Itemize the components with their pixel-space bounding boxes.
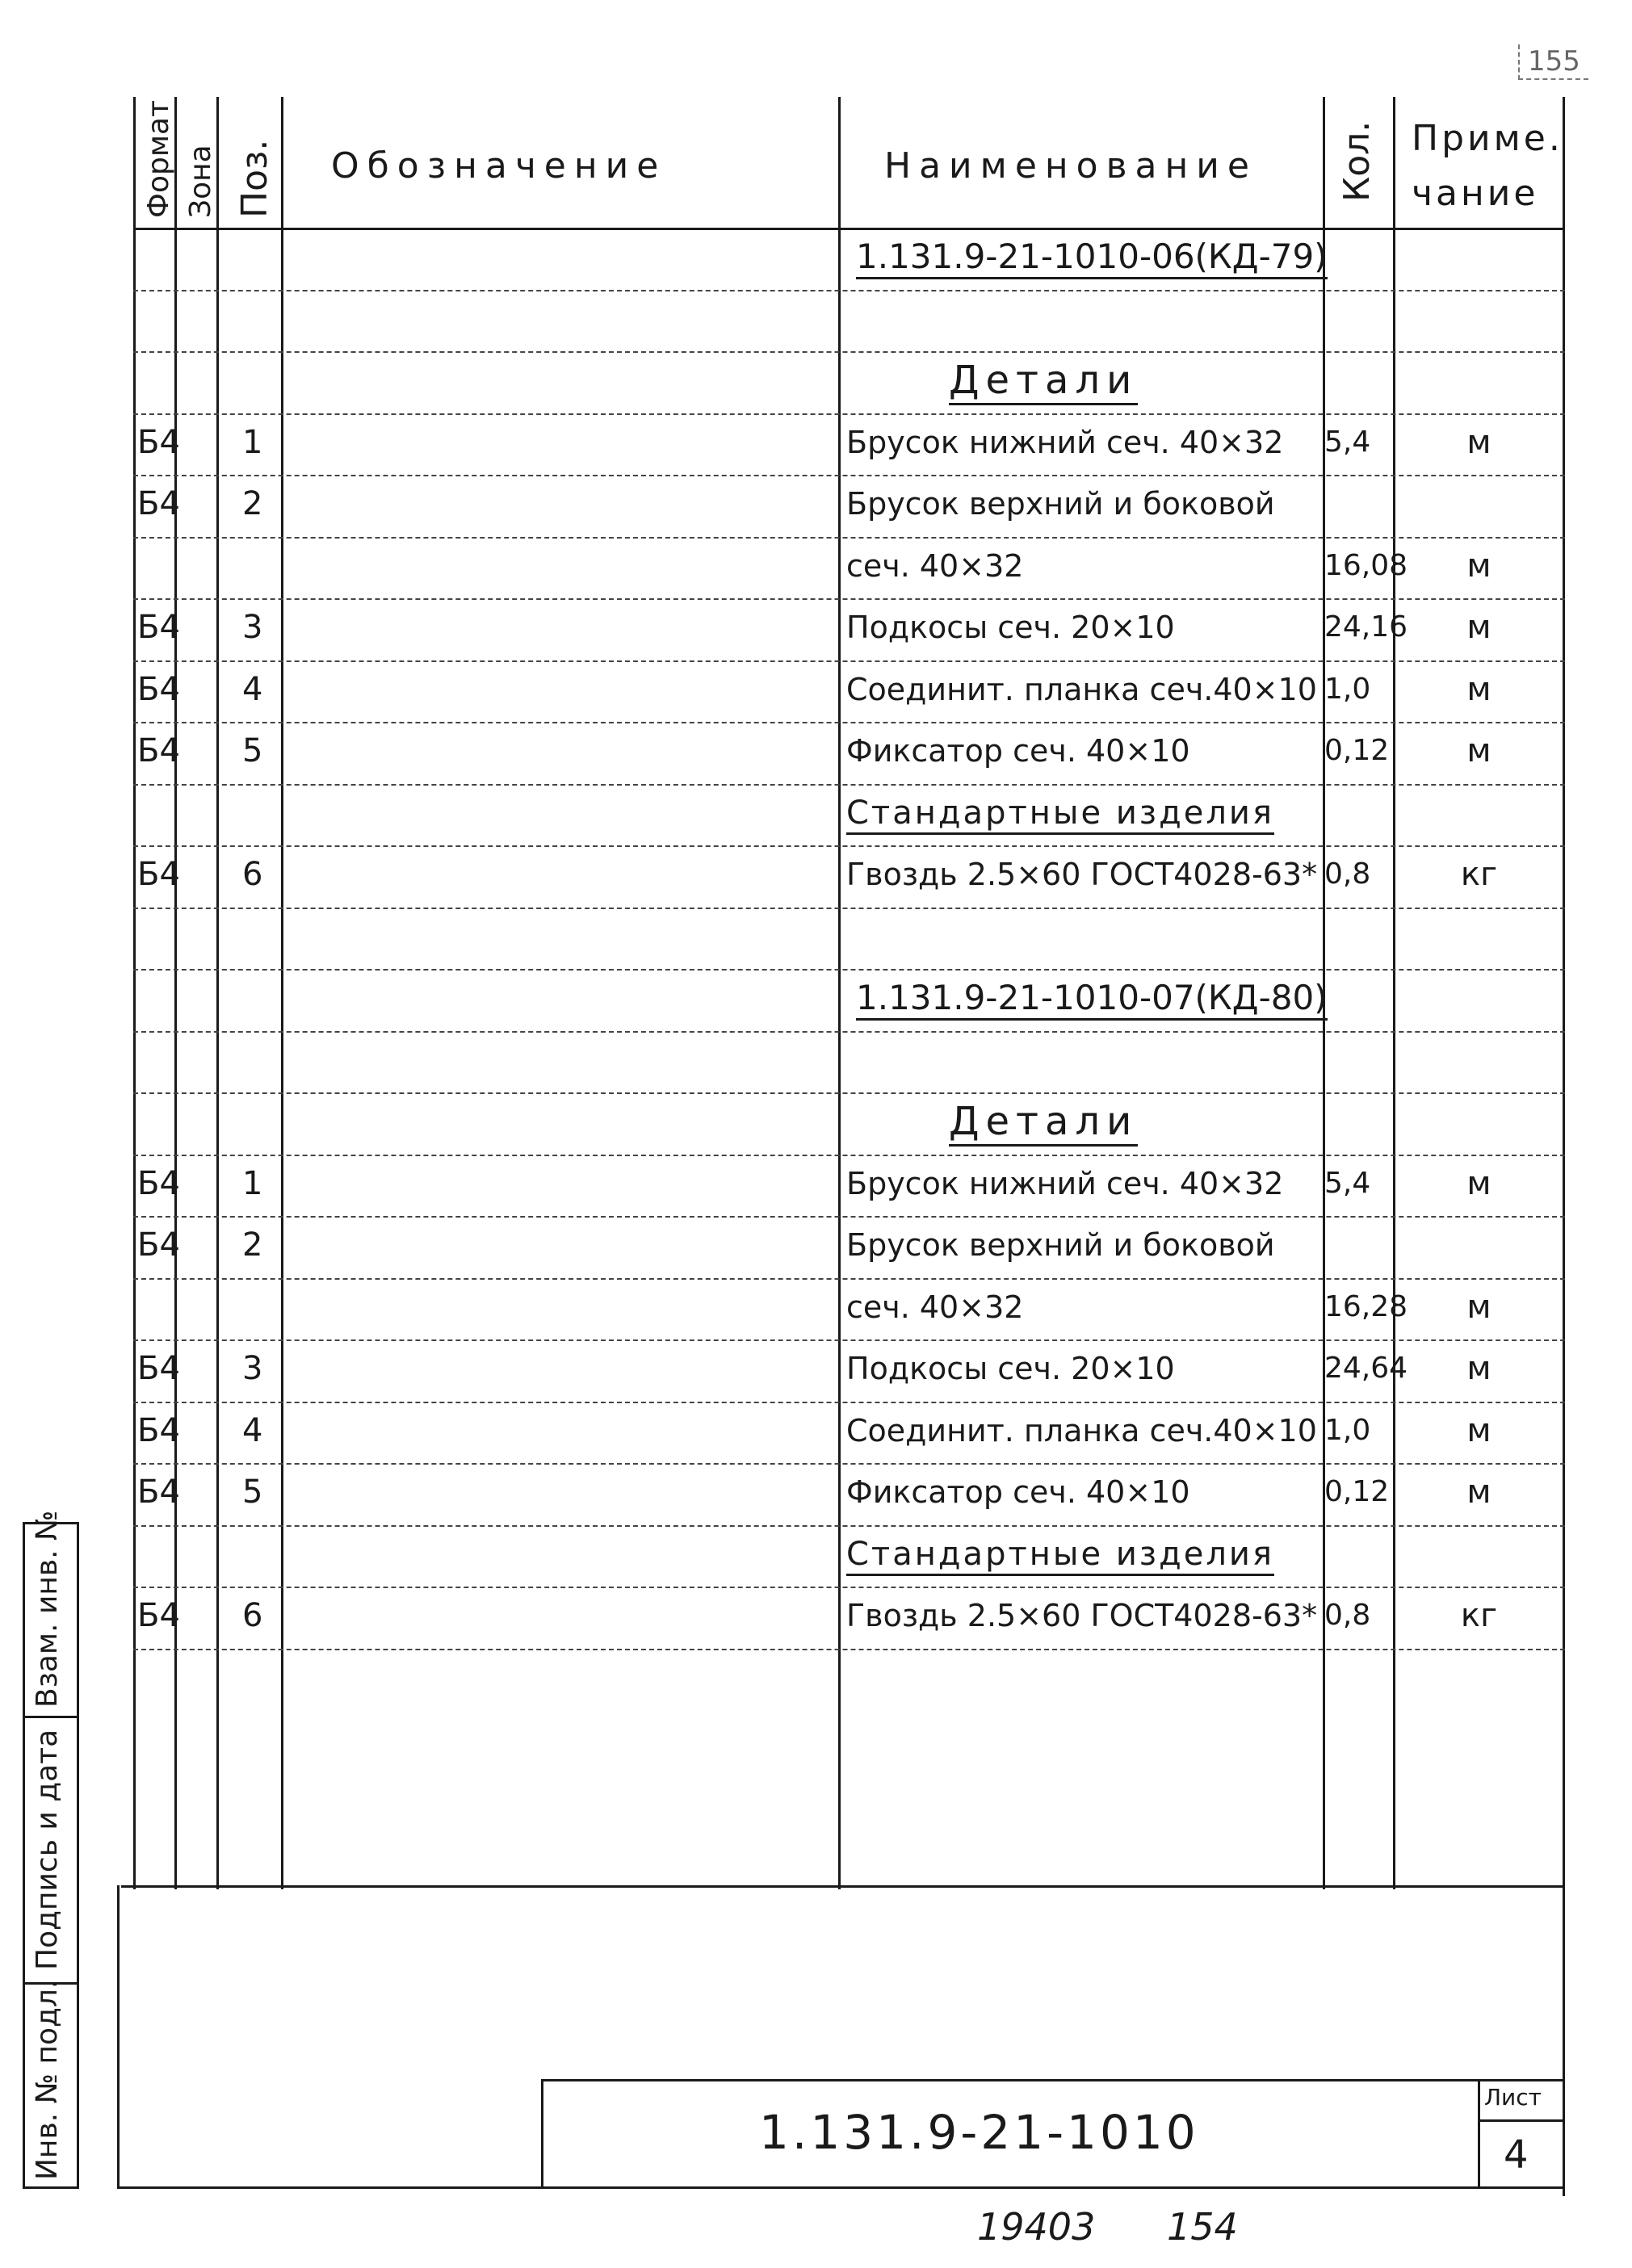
row-pos: 1 [242,1164,263,1202]
row-format: Б4 [137,1226,180,1264]
row-separator [133,1525,1565,1527]
row-qty: 0,8 [1324,1599,1371,1633]
row-format: Б4 [137,423,180,461]
row-name: 1.131.9-21-1010-07(КД-80) [856,981,1328,1021]
row-separator [133,351,1565,353]
row-name: Гвоздь 2.5×60 ГОСТ4028-63* [846,857,1318,893]
row-separator [133,784,1565,786]
row-separator [133,1092,1565,1094]
title-block-left [541,2079,543,2188]
row-qty: 5,4 [1324,425,1371,459]
col-line-zone [216,97,219,1889]
side-label-vzam-inv: Взам. инв. № [31,1510,64,1708]
row-format: Б4 [137,732,180,770]
row-note: м [1466,1288,1491,1326]
header-zone: Зона [184,145,217,218]
header-qty: Кол. [1336,120,1378,202]
header-pos: Поз. [234,139,275,218]
col-line-right [1563,97,1565,2196]
row-note: кг [1460,1597,1498,1635]
sheet-label: Лист [1484,2084,1542,2111]
row-name: Брусок верхний и боковой [846,486,1275,522]
row-separator [133,1278,1565,1280]
side-label-podpis-data: Подпись и дата [31,1729,64,1970]
row-name: Фиксатор сеч. 40×10 [846,1474,1190,1511]
row-pos: 4 [242,670,263,708]
row-pos: 6 [242,1597,263,1635]
row-name: Брусок верхний и боковой [846,1227,1275,1264]
row-separator [133,1402,1565,1403]
row-pos: 2 [242,485,263,523]
row-separator [133,1339,1565,1341]
row-format: Б4 [137,670,180,708]
row-separator [133,845,1565,847]
row-name: Детали [949,1102,1138,1147]
document-code: 1.131.9-21-1010 [759,2105,1199,2160]
side-strip-right [77,1522,79,2188]
row-pos: 5 [242,1474,263,1511]
row-name: Детали [949,361,1138,405]
row-pos: 1 [242,423,263,461]
row-pos: 3 [242,609,263,647]
row-separator [133,1155,1565,1156]
row-format: Б4 [137,1597,180,1635]
row-name: Стандартные изделия [846,1538,1274,1576]
row-name: Фиксатор сеч. 40×10 [846,733,1190,769]
side-strip-bottom [23,2186,79,2189]
col-line-pos [281,97,283,1889]
row-name: Подкосы сеч. 20×10 [846,610,1175,646]
row-pos: 3 [242,1350,263,1388]
header-designation: Обозначение [331,145,667,187]
row-format: Б4 [137,1474,180,1511]
row-format: Б4 [137,1164,180,1202]
row-note: м [1466,609,1491,647]
row-note: м [1466,1350,1491,1388]
row-qty: 1,0 [1324,672,1371,706]
row-name: Соединит. планка сеч.40×10 [846,1412,1317,1448]
row-name: Брусок нижний сеч. 40×32 [846,424,1284,460]
side-strip-left [23,1522,25,2188]
row-name: Стандартные изделия [846,797,1274,835]
row-separator [133,1587,1565,1588]
row-separator [133,475,1565,476]
row-separator [133,413,1565,415]
row-separator [133,537,1565,539]
page-number: 154 [1167,2205,1238,2249]
header-note-line1: Приме. [1412,118,1563,159]
row-format: Б4 [137,485,180,523]
row-name: 1.131.9-21-1010-06(КД-79) [856,240,1328,279]
row-name: сеч. 40×32 [846,1289,1024,1325]
title-block-sheet-divider [1478,2079,1480,2188]
page-frame-bottom [117,2186,1565,2189]
row-separator [133,1031,1565,1033]
row-name: сеч. 40×32 [846,547,1024,584]
row-qty: 24,16 [1324,610,1408,644]
row-note: м [1466,1411,1491,1449]
col-line-designation [838,97,841,1889]
archive-number: 19403 [977,2205,1096,2249]
sheet-number: 4 [1504,2132,1529,2178]
row-format: Б4 [137,1411,180,1449]
row-qty: 0,12 [1324,734,1390,768]
row-format: Б4 [137,856,180,894]
row-qty: 1,0 [1324,1413,1371,1447]
row-qty: 0,12 [1324,1475,1390,1509]
page-frame-left [117,1885,120,2188]
col-line-left [133,97,136,1889]
row-separator [133,1216,1565,1218]
side-label-inv-podl: Инв. № подл. [31,1979,64,2180]
row-name: Подкосы сеч. 20×10 [846,1351,1175,1387]
row-format: Б4 [137,1350,180,1388]
row-note: м [1466,1164,1491,1202]
row-separator [133,722,1565,723]
row-qty: 24,64 [1324,1352,1408,1386]
row-separator [133,908,1565,909]
row-pos: 2 [242,1226,263,1264]
header-format: Формат [142,99,175,218]
row-note: м [1466,1474,1491,1511]
header-name: Наименование [884,145,1257,187]
row-qty: 16,08 [1324,548,1408,582]
title-block-sheet-mid [1478,2119,1565,2122]
row-pos: 4 [242,1411,263,1449]
title-block-top [541,2079,1565,2081]
row-separator [133,290,1565,291]
row-separator [133,1649,1565,1650]
row-name: Соединит. планка сеч.40×10 [846,671,1317,707]
row-note: кг [1460,856,1498,894]
row-qty: 5,4 [1324,1166,1371,1200]
row-name: Брусок нижний сеч. 40×32 [846,1165,1284,1201]
row-note: м [1466,732,1491,770]
header-note-line2: чание [1412,173,1539,214]
row-separator [133,969,1565,971]
row-separator [133,598,1565,600]
row-pos: 6 [242,856,263,894]
row-note: м [1466,547,1491,585]
row-qty: 0,8 [1324,857,1371,891]
row-qty: 16,28 [1324,1289,1408,1323]
row-pos: 5 [242,732,263,770]
body-bottom-line [121,1885,1565,1888]
row-name: Гвоздь 2.5×60 ГОСТ4028-63* [846,1598,1318,1634]
row-separator [133,1463,1565,1465]
row-note: м [1466,670,1491,708]
row-format: Б4 [137,609,180,647]
row-separator [133,660,1565,662]
header-bottom-line [133,228,1565,230]
side-strip-div1 [23,1716,79,1718]
page-corner-label: 155 [1518,44,1588,80]
row-note: м [1466,423,1491,461]
